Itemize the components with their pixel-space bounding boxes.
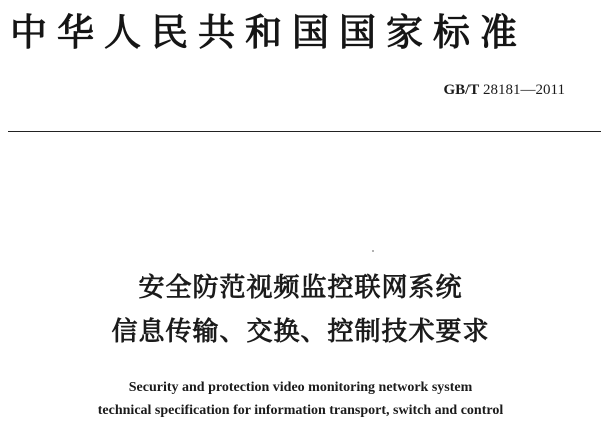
standard-code-prefix: GB/T bbox=[443, 82, 480, 98]
header-divider bbox=[8, 131, 601, 132]
chinese-title-line-2: 信息传输、交换、控制技术要求 bbox=[111, 317, 490, 347]
standard-code bbox=[443, 80, 565, 100]
chinese-title-line-1: 安全防范视频监控联网系统 bbox=[138, 273, 463, 303]
national-standard-heading: 中华人民共和国国家标准 bbox=[10, 10, 527, 54]
standard-code-number: 28181—2011 bbox=[483, 82, 565, 98]
print-speck bbox=[372, 250, 374, 252]
english-title-line-2: technical specification for information transport, switch and control bbox=[97, 403, 504, 418]
english-title-line-1: Security and protection video monitoring network system bbox=[128, 380, 473, 395]
